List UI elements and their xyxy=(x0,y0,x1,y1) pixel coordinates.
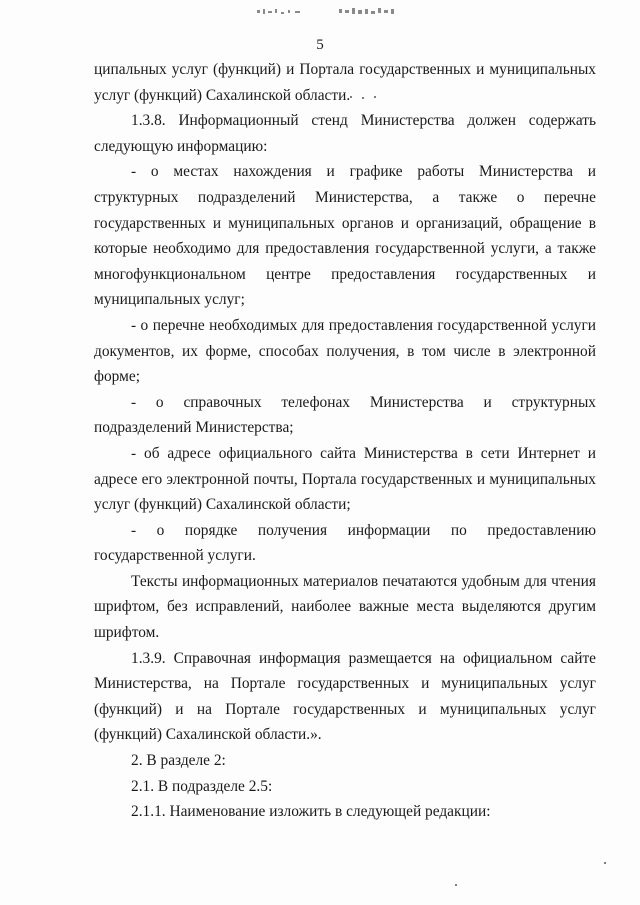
paragraph-2-1-1: 2.1.1. Наименование изложить в следующей редакции: xyxy=(131,803,491,821)
paragraph-section-2: 2. В разделе 2: xyxy=(131,752,226,770)
scan-speck xyxy=(604,862,606,864)
scan-artifact-mark xyxy=(255,6,415,18)
document-body xyxy=(94,57,596,825)
paragraph-2-1: 2.1. В подразделе 2.5: xyxy=(131,777,273,795)
scan-speck xyxy=(350,96,352,98)
list-item-procedure: - о порядке получения информации по предоставлению государственной услуги. xyxy=(94,521,596,565)
paragraph-texts-font: Тексты информационных материалов печатаются удобным для чтения шрифтом, без исправлений, наиболее важные места выделяются другим шрифтом. xyxy=(94,572,596,642)
paragraph-1-3-8: 1.3.8. Информационный стенд Министерства должен содержать следующую информацию: xyxy=(94,112,596,155)
list-item-phones: - о справочных телефонах Министерства и структурных подразделений Министерства; xyxy=(94,393,596,437)
page-number: 5 xyxy=(316,37,324,53)
scan-speck xyxy=(455,884,457,886)
list-item-documents: - о перечне необходимых для предоставления государственной услуги документов, их форме, способах получения, в том числе в электронной форме; xyxy=(94,316,596,386)
list-item-website: - об адресе официального сайта Министерства в сети Интернет и адресе его электронной почты, Портала государственных и муниципальных услуг (функций) Сахалинской области; xyxy=(94,444,596,514)
scan-speck xyxy=(374,96,376,98)
paragraph-1-3-9: 1.3.9. Справочная информация размещается на официальном сайте Министерства, на Портале государственных и муниципальных услуг (функций) и на Портале государственных и муниципальных услуг (функций) Сахалинской области.». xyxy=(94,649,596,744)
paragraph-continuation: ципальных услуг (функций) и Портала государственных и муниципальных услуг (функций) Сахалинской области. xyxy=(94,61,596,104)
scan-speck xyxy=(362,97,364,99)
list-item-locations: - о местах нахождения и графике работы Министерства и структурных подразделений Министерства, а также о перечне государственных и муниципальных органов и организаций, обращение в которые необходимо для предоставления государственной услуги, а также многофункциональном центре предоставления государственных и муниципальных услуг; xyxy=(94,163,596,309)
